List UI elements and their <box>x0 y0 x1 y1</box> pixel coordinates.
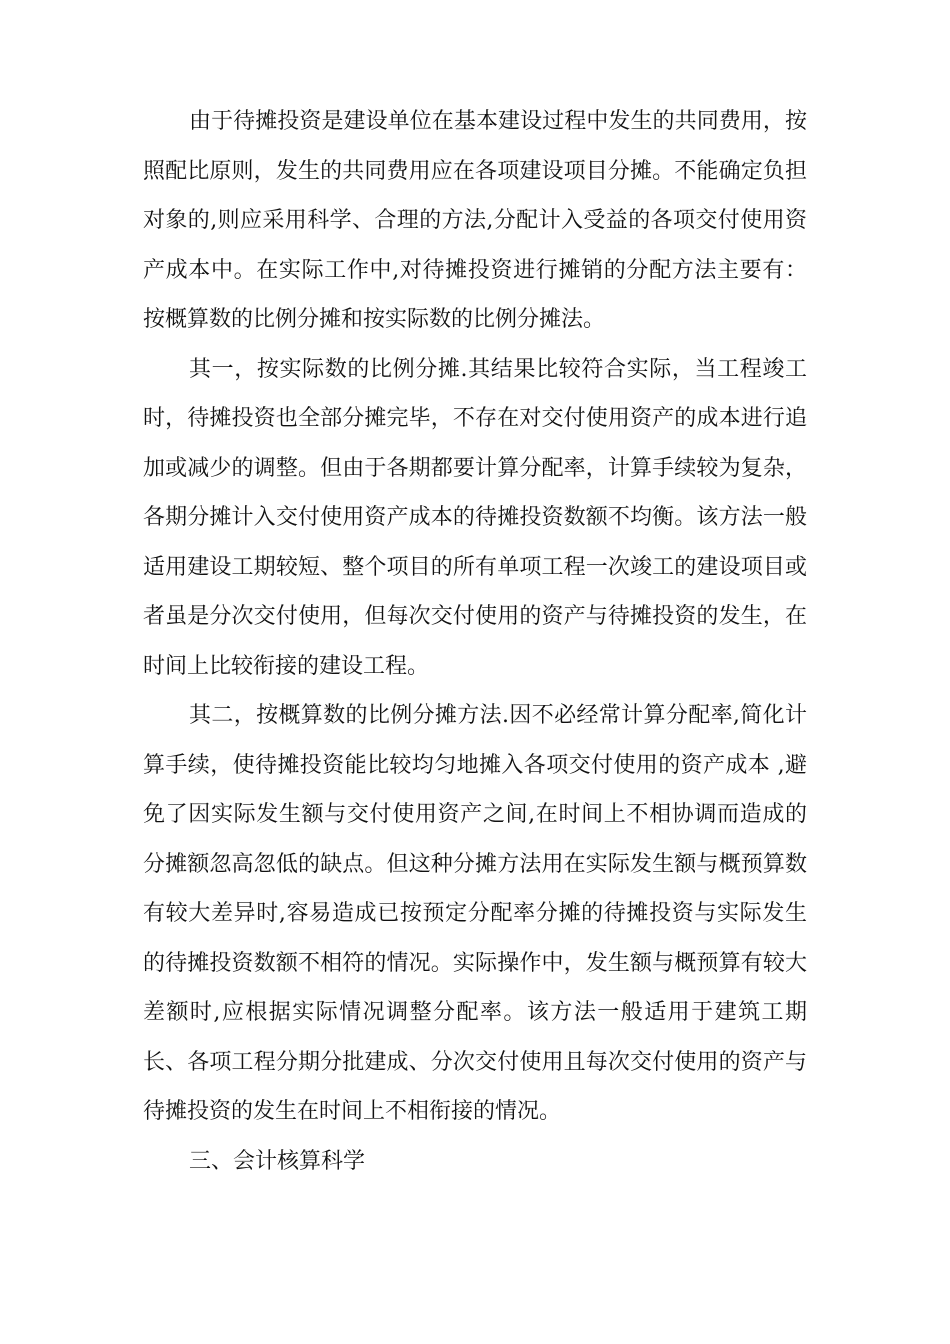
section-heading: 三、会计核算科学 <box>189 1148 366 1174</box>
paragraph-allocation-principle: 由于待摊投资是建设单位在基本建设过程中发生的共同费用，按照配比原则，发生的共同费用应在各项建设项目分摊。不能确定负担对象的,则应采用科学、合理的方法,分配计入受益的各项交付使用资产成本中。在实际工作中,对待摊投资进行摊销的分配方法主要有：按概算数的比例分摊和按实际数的比例分摊法。 <box>143 109 807 332</box>
paragraph-actual-ratio-method: 其一，按实际数的比例分摊.其结果比较符合实际，当工程竣工时，待摊投资也全部分摊完毕，不存在对交付使用资产的成本进行追加或减少的调整。但由于各期都要计算分配率，计算手续较为复杂，各期分摊计入交付使用资产成本的待摊投资数额不均衡。该方法一般适用建设工期较短、整个项目的所有单项工程一次竣工的建设项目或者虽是分次交付使用，但每次交付使用的资产与待摊投资的发生，在时间上比较衔接的建设工程。 <box>143 356 807 679</box>
paragraph-budget-ratio-method: 其二，按概算数的比例分摊方法.因不必经常计算分配率,简化计算手续，使待摊投资能比较均匀地摊入各项交付使用的资产成本 ,避免了因实际发生额与交付使用资产之间,在时间上不相协调而造成的分摊额忽高忽低的缺点。但这种分摊方法用在实际发生额与概预算数有较大差异时,容易造成已按预定分配率分摊的待摊投资与实际发生的待摊投资数额不相符的情况。实际操作中，发生额与概预算有较大差额时,应根据实际情况调整分配率。该方法一般适用于建筑工期长、各项工程分期分批建成、分次交付使用且每次交付使用的资产与待摊投资的发生在时间上不相衔接的情况。 <box>143 703 807 1124</box>
document-body <box>143 97 807 1186</box>
